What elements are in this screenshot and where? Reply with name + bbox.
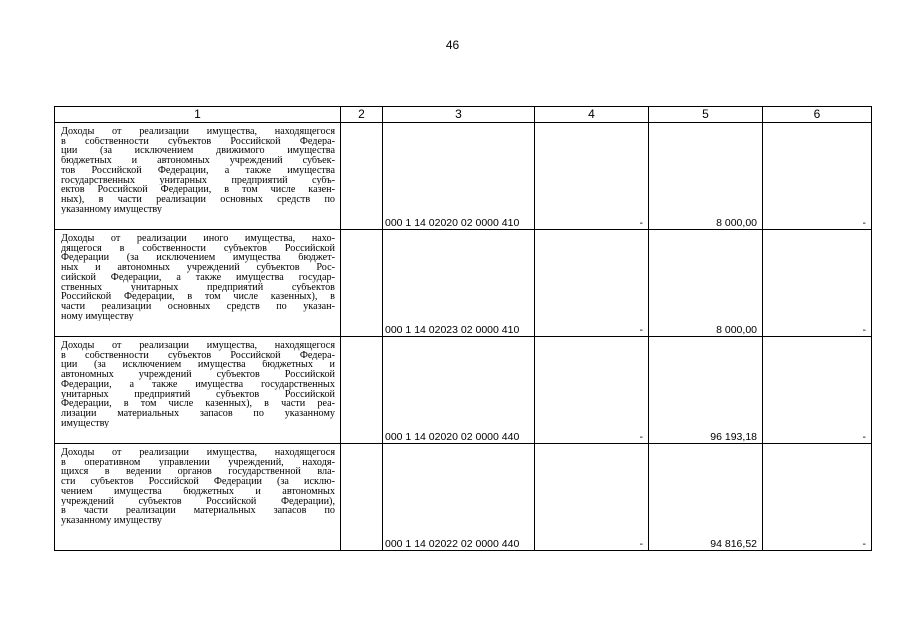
description-line: Федерации, в том числе казенных), в части реа- bbox=[61, 399, 335, 409]
row-col4-value: - bbox=[535, 123, 649, 230]
description-line: ственных унитарных предприятий субъектов bbox=[61, 282, 335, 293]
row-col4-value: - bbox=[535, 337, 649, 444]
description-line: лизации материальных запасов по указанному bbox=[61, 408, 335, 419]
description-line: Доходы от реализации иного имущества, нахо- bbox=[61, 234, 335, 244]
description-line: сти субъектов Российской Федерации (за исклю- bbox=[61, 477, 335, 487]
revenue-table bbox=[54, 106, 872, 551]
description-line: ции (за исключением имущества бюджетных и bbox=[61, 360, 335, 371]
description-line: в части реализации материальных запасов по bbox=[61, 506, 335, 516]
row-col5-amount: 94 816,52 bbox=[649, 444, 763, 551]
row-col6-value: - bbox=[763, 230, 872, 337]
row-description bbox=[55, 337, 341, 444]
row-description bbox=[55, 230, 341, 337]
description-line: в собственности субъектов Российской Федера- bbox=[61, 136, 335, 147]
row-description bbox=[55, 444, 341, 551]
description-line: унитарных предприятий субъектов Российской bbox=[61, 389, 335, 400]
description-line: части реализации основных средств по указан- bbox=[61, 301, 335, 312]
description-line: имуществу bbox=[61, 418, 110, 429]
row-budget-code: 000 1 14 02020 02 0000 440 bbox=[383, 337, 535, 444]
description-line: тов Российской Федерации, а также имущества bbox=[61, 165, 335, 176]
column-header-3: 3 bbox=[383, 107, 535, 123]
table-row bbox=[55, 123, 872, 230]
column-header-5: 5 bbox=[649, 107, 763, 123]
row-col2-cell bbox=[341, 444, 383, 551]
page-number: 46 bbox=[445, 38, 460, 52]
description-line: Федерации (за исключением имущества бюджет- bbox=[61, 253, 335, 264]
row-col6-value: - bbox=[763, 444, 872, 551]
description-line: ному имуществу bbox=[61, 311, 134, 322]
row-budget-code: 000 1 14 02023 02 0000 410 bbox=[383, 230, 535, 337]
description-line: государственных унитарных предприятий субъ- bbox=[61, 175, 335, 186]
description-line: в оперативном управлении учреждений, находя- bbox=[61, 457, 335, 468]
row-col4-value: - bbox=[535, 230, 649, 337]
description-line: щихся в ведении органов государственной вла- bbox=[61, 467, 335, 478]
description-line: в собственности субъектов Российской Федера- bbox=[61, 350, 335, 361]
description-line: ных и автономных учреждений субъектов Рос- bbox=[61, 263, 335, 273]
table-row bbox=[55, 444, 872, 551]
description-line: Федерации, а также имущества государственных bbox=[61, 379, 335, 390]
row-col6-value: - bbox=[763, 123, 872, 230]
description-line: чением имущества бюджетных и автономных bbox=[61, 486, 335, 497]
table-header-row bbox=[55, 107, 872, 123]
description-line: дящегося в собственности субъектов Российской bbox=[61, 243, 335, 254]
description-line: указанному имуществу bbox=[61, 204, 162, 215]
description-line: ных), в части реализации основных средств по bbox=[61, 194, 335, 205]
description-line: Доходы от реализации имущества, находящегося bbox=[61, 341, 335, 351]
description-line: Доходы от реализации имущества, находящегося bbox=[61, 448, 335, 458]
row-col4-value: - bbox=[535, 444, 649, 551]
description-line: Российской Федерации, в том числе казенных), в bbox=[61, 292, 335, 302]
description-line: Доходы от реализации имущества, находящегося bbox=[61, 127, 335, 137]
row-col2-cell bbox=[341, 337, 383, 444]
row-col5-amount: 8 000,00 bbox=[649, 230, 763, 337]
row-col5-amount: 96 193,18 bbox=[649, 337, 763, 444]
column-header-4: 4 bbox=[535, 107, 649, 123]
description-line: автономных учреждений субъектов Российской bbox=[61, 370, 335, 380]
description-line: ектов Российской Федерации, в том числе казен- bbox=[61, 185, 335, 195]
row-col2-cell bbox=[341, 123, 383, 230]
row-description bbox=[55, 123, 341, 230]
description-line: сийской Федерации, а также имущества государ- bbox=[61, 272, 335, 283]
row-budget-code: 000 1 14 02022 02 0000 440 bbox=[383, 444, 535, 551]
row-budget-code: 000 1 14 02020 02 0000 410 bbox=[383, 123, 535, 230]
column-header-1: 1 bbox=[55, 107, 341, 123]
description-line: указанному имуществу bbox=[61, 515, 162, 526]
row-col6-value: - bbox=[763, 337, 872, 444]
column-header-6: 6 bbox=[763, 107, 872, 123]
description-line: бюджетных и автономных учреждений субъек- bbox=[61, 156, 335, 166]
table-row bbox=[55, 337, 872, 444]
column-header-2: 2 bbox=[341, 107, 383, 123]
row-col5-amount: 8 000,00 bbox=[649, 123, 763, 230]
description-line: ции (за исключением движимого имущества bbox=[61, 146, 335, 157]
row-col2-cell bbox=[341, 230, 383, 337]
table-row bbox=[55, 230, 872, 337]
description-line: учреждений субъектов Российской Федерации), bbox=[61, 496, 335, 507]
